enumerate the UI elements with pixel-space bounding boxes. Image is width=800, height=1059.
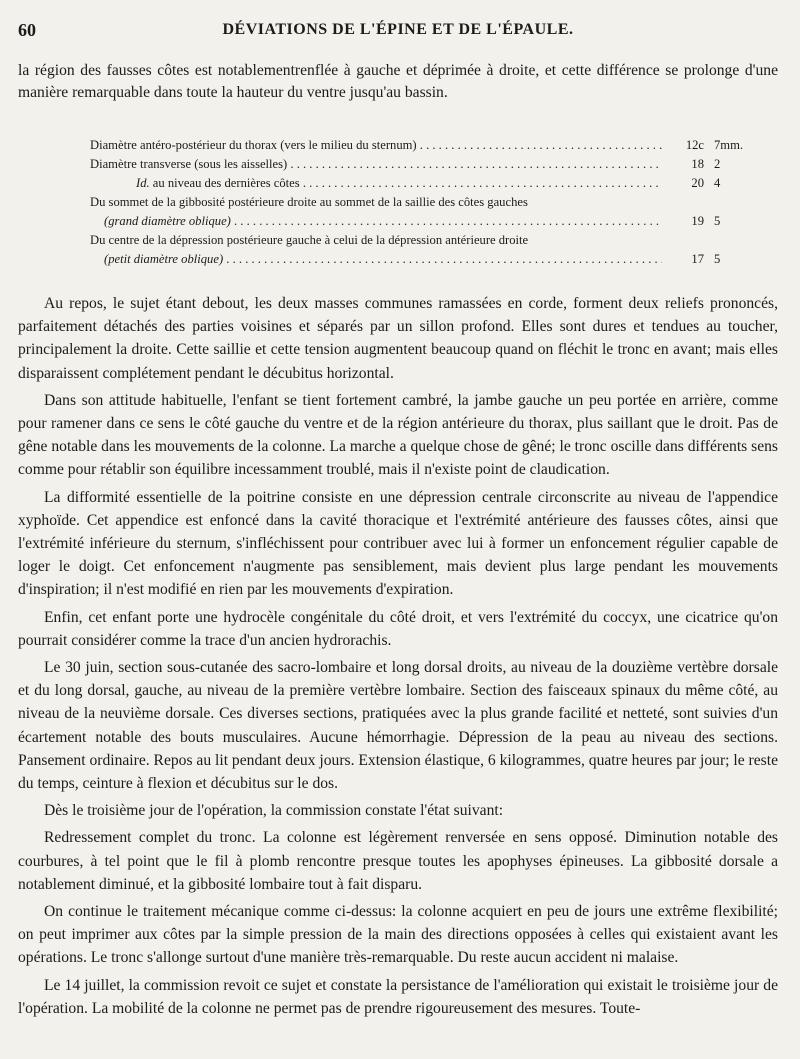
paragraph: Redressement complet du tronc. La colonne est légèrement renversée en sens opposé. Diminution notable des courbures, à tel point que le fil à plomb rencontre presque toutes les apophyses épineuses. La gibbosité dorsale a notablement diminué, et la gibbosité lombaire tout à fait disparu.	[18, 829, 778, 893]
measurements-table	[90, 136, 750, 269]
measurement-value-cm: 18	[691, 157, 704, 171]
measurement-row-line1	[90, 231, 750, 250]
measurement-row	[90, 155, 750, 174]
measurement-label-text: au niveau des dernières côtes	[152, 176, 300, 190]
body-text	[18, 292, 778, 1024]
paragraph: Au repos, le sujet étant debout, les deux masses communes ramassées en corde, forment deux reliefs prononcés, parfaitement détachés des parties voisines et séparés par un sillon profond. Elles sont dures et tendues au toucher, principalement la droite. Cette saillie et cette tension augmentent beaucoup quand on fléchit le tronc en avant; mais elles disparaissent complétement pendant le décubitus horizontal.	[18, 295, 778, 382]
measurement-label: Diamètre antéro-postérieur du thorax (vers le milieu du sternum) . . .	[90, 136, 662, 155]
measurement-value-cm: 20	[691, 176, 704, 190]
measurement-label	[90, 174, 662, 193]
measurement-label-italic: (petit diamètre oblique)	[104, 252, 224, 266]
page-header	[18, 20, 778, 44]
measurement-label-line1: Du centre de la dépression postérieure gauche à celui de la dépression antérieure droite	[90, 233, 529, 247]
paragraph: Dès le troisième jour de l'opération, la commission constate l'état suivant:	[44, 802, 504, 820]
measurement-value-mm: 7mm.	[714, 138, 744, 152]
measurement-label: Diamètre transverse (sous les aisselles) . . .	[90, 155, 662, 174]
measurement-value-cm: 12c	[685, 138, 704, 152]
paragraph: La difformité essentielle de la poitrine consiste en une dépression centrale circonscrite au niveau de l'appendice xyphoïde. Cet appendice est enfoncé dans la cavité thoracique et l'extrémité antérieure des fausses côtes, ainsi que l'extrémité inférieure du sternum, s'infléchissent pour contribuer avec lui à former un enfoncement régulier capable de loger le doigt. Cet enfoncement n'augmente pas sensiblement, mais devient plus large pendant les mouvements d'inspiration; il n'est modifié en rien par les mouvements d'expiration.	[18, 488, 778, 599]
measurement-label	[90, 250, 662, 269]
measurement-value-mm: 4	[714, 176, 721, 190]
measurement-value-mm: 5	[714, 252, 721, 266]
measurement-label	[90, 212, 662, 231]
measurement-row	[90, 212, 750, 231]
paragraph: On continue le traitement mécanique comme ci-dessus: la colonne acquiert en peu de jours une extrême flexibilité; on peut imprimer aux côtes par la simple pression de la main des directions opposées à celles qui existaient avant les opérations. Le tronc s'allonge surtout d'une manière très-remarquable. Du reste aucun accident ni malaise.	[18, 903, 778, 967]
measurement-row-line1	[90, 193, 750, 212]
paragraph: Le 30 juin, section sous-cutanée des sacro-lombaire et long dorsal droits, au niveau de la douzième vertèbre dorsale et du long dorsal, gauche, au niveau de la première vertèbre lombaire. Section des faisceaux spinaux du même côté, au niveau de la neuvième dorsale. Ces diverses sections, pratiquées avec la plus grande facilité et netteté, sont suivies d'un écartement notable des bouts musculaires. Aucune hémorrhagie. Dépression de la peau au niveau des sections. Pansement ordinaire. Repos au lit pendant deux jours. Extension élastique, 6 kilogrammes, quatre heures par jour; le reste du temps, ceinture à flexion et décubitus sur le dos.	[18, 659, 778, 793]
measurement-row	[90, 136, 750, 155]
page-number: 60	[18, 20, 36, 40]
measurement-row	[90, 250, 750, 269]
measurement-value-mm: 5	[714, 214, 721, 228]
measurement-value-cm: 17	[691, 252, 704, 266]
measurement-label-italic: (grand diamètre oblique)	[104, 214, 231, 228]
measurement-label-line1: Du sommet de la gibbosité postérieure droite au sommet de la saillie des côtes gauches	[90, 195, 528, 209]
measurement-label-prefix: Id.	[136, 176, 150, 190]
measurement-row	[90, 174, 750, 193]
measurement-value-cm: 19	[691, 214, 704, 228]
measurement-value-mm: 2	[714, 157, 721, 171]
paragraph: Enfin, cet enfant porte une hydrocèle congénitale du côté droit, et vers l'extrémité du coccyx, une cicatrice qu'on pourrait considérer comme la trace d'un ancien hydrorachis.	[18, 608, 778, 649]
intro-paragraph: la région des fausses côtes est notablementrenflée à gauche et déprimée à droite, et cette différence se prolonge d'une manière remarquable dans toute la hauteur du ventre jusqu'au bassin.	[18, 62, 778, 101]
paragraph: Le 14 juillet, la commission revoit ce sujet et constate la persistance de l'amélioration qui existait le troisième jour de l'opération. La mobilité de la colonne ne permet pas de prendre rigoureusement des mesures. Toute-	[18, 976, 778, 1017]
paragraph: Dans son attitude habituelle, l'enfant se tient fortement cambré, la jambe gauche un peu portée en arrière, comme pour ramener dans ce sens le côté gauche du ventre et de la région antérieure du thorax, plus saillant que le droit. Pas de gêne notable dans les mouvements de la colonne. La marche a quelque chose de gêné; le tronc oscille dans différents sens comme pour rétablir son équilibre incessamment troublé, mais il n'existe point de claudication.	[18, 391, 778, 479]
running-title: DÉVIATIONS DE L'ÉPINE ET DE L'ÉPAULE.	[222, 21, 574, 38]
